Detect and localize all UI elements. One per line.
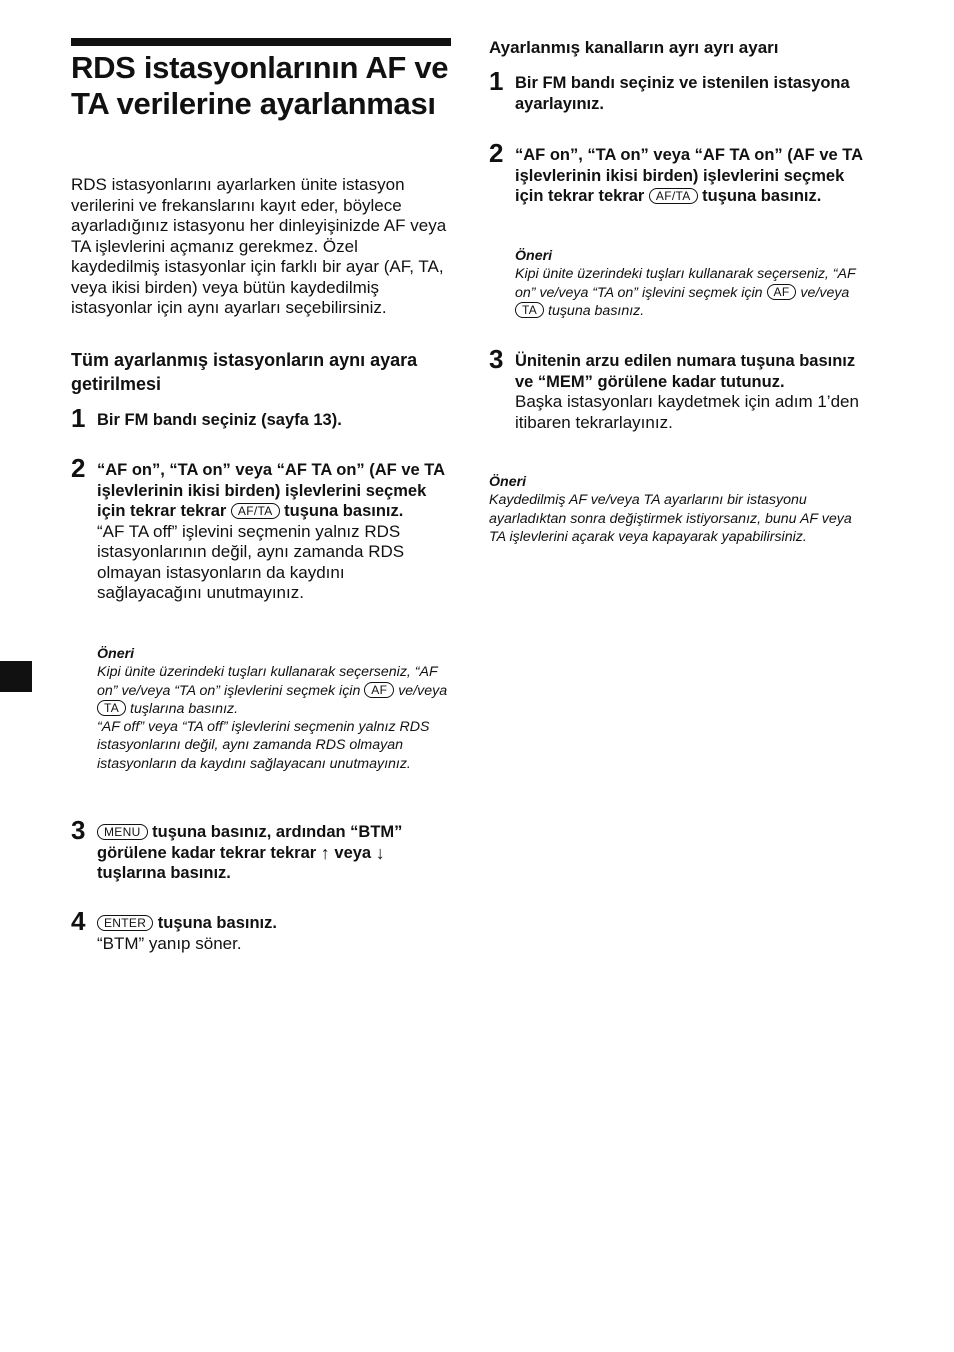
tip-line-1 [97,663,457,718]
right-tip-1 [515,247,873,320]
step-text: Bir FM bandı seçiniz ve istenilen istasyona ayarlayınız. [515,74,850,113]
tip-heading: Öneri [489,474,527,490]
enter-key: ENTER [97,915,153,931]
step-note: Başka istasyonları kaydetmek için adım 1’den itibaren tekrarlayınız. [515,392,859,432]
up-arrow-icon: ↑ [320,842,330,863]
title-rule [71,38,451,46]
ta-key: TA [515,302,544,318]
right-step-1 [489,66,870,114]
step-number: 1 [71,403,86,433]
left-step-4 [71,906,451,954]
step-text-b: tuşlarına basınız. [97,864,231,882]
step-text [97,913,451,934]
section-tab-marker [0,661,32,692]
step-text-a: “AF on”, “TA on” veya “AF TA on” (AF ve TA işlevlerinin ikisi birden) işlevlerini seçmek için tekrar tekrar [515,146,863,205]
tip-text: Kaydedilmiş AF ve/veya TA ayarlarını bir istasyonu ayarladıktan sonra değiştirmek istiyorsanız, bunu AF veya TA işlevlerini açarak veya kapayarak yapabilirsiniz. [489,492,852,545]
right-step-3 [489,344,870,433]
tip-line-2: “AF off” veya “TA off” işlevlerini seçmenin yalnız RDS istasyonlarını değil, aynı zamanda RDS olmayan istasyonların da kaydını sağlayacanı unutmayınız. [97,719,430,772]
left-step-1 [71,403,451,433]
step-note: “BTM” yanıp söner. [97,933,242,953]
step-text [515,145,870,207]
down-arrow-icon: ↓ [375,842,385,863]
step-text [97,460,451,522]
left-step-2 [71,453,451,604]
step-note: “AF TA off” işlevini seçmenin yalnız RDS istasyonlarının değil, aynı zamanda RDS olmayan istasyonların da kaydını sağlayacağını unutmayınız. [97,521,405,602]
tip-heading: Öneri [515,248,553,264]
right-section-heading: Ayarlanmış kanalların ayrı ayrı ayarı [489,38,779,57]
step-text: Bir FM bandı seçiniz (sayfa 13). [97,411,342,429]
step-number: 4 [71,906,86,936]
step-text-a: tuşuna basınız, ardından “BTM” görülene kadar tekrar tekrar [97,823,403,862]
step-number: 2 [71,453,86,483]
left-section-heading: Tüm ayarlanmış istasyonların aynı ayara getirilmesi [71,350,418,394]
step-text-b: tuşuna basınız. [284,502,404,520]
step-text [97,822,451,884]
tip-text-b: tuşuna basınız. [548,302,645,319]
right-step-2 [489,138,870,207]
step-number: 3 [489,344,504,374]
af-ta-key: AF/TA [649,188,698,204]
page-title: RDS istasyonlarının AF ve TA verilerine ayarlanması [71,50,449,121]
tip-text [515,265,873,320]
af-ta-key: AF/TA [231,503,280,519]
ta-key: TA [97,700,126,716]
step-number: 3 [71,815,86,845]
intro-paragraph: RDS istasyonlarını ayarlarken ünite istasyon verilerini ve frekanslarını kayıt eder, böylece ayarladığınız istasyonu her dinleyişinizde AF veya TA işlevlerini açmanız gerekmez. Özel kaydedilmiş istasyonlar için farklı bir ayar (AF, TA, veya ikisi birden) veya bütün kaydedilmiş istasyonlar için aynı ayarları seçebilirsiniz. [71,175,447,317]
step-number: 1 [489,66,504,96]
step-text: Ünitenin arzu edilen numara tuşuna basınız ve “MEM” görülene kadar tutunuz. [515,352,856,391]
step-text-a: “AF on”, “TA on” veya “AF TA on” (AF ve TA işlevlerinin ikisi birden) işlevlerini seçmek için tekrar tekrar [97,461,445,520]
af-key: AF [364,682,394,698]
tip-heading: Öneri [97,646,135,662]
left-tip [97,645,457,773]
tip-end: tuşlarına basınız. [130,700,239,717]
af-key: AF [767,284,797,300]
tip-mid: ve/veya [398,682,448,699]
step-number: 2 [489,138,504,168]
tip-mid: ve/veya [800,284,850,301]
step-mid: veya [334,843,372,862]
step-text-b: tuşuna basınız. [702,187,822,205]
step-text-a: tuşuna basınız. [157,914,277,932]
tip-text: Kipi ünite üzerindeki tuşları kullanarak seçerseniz, “AF on” ve/veya “TA on” işlevlerini seçmek için [97,664,438,699]
menu-key: MENU [97,824,148,840]
left-step-3 [71,815,451,884]
tip-text-a: Kipi ünite üzerindeki tuşları kullanarak seçerseniz, “AF on” ve/veya “TA on” işlevini seçmek için [515,266,856,301]
right-tip-2 [489,473,869,546]
